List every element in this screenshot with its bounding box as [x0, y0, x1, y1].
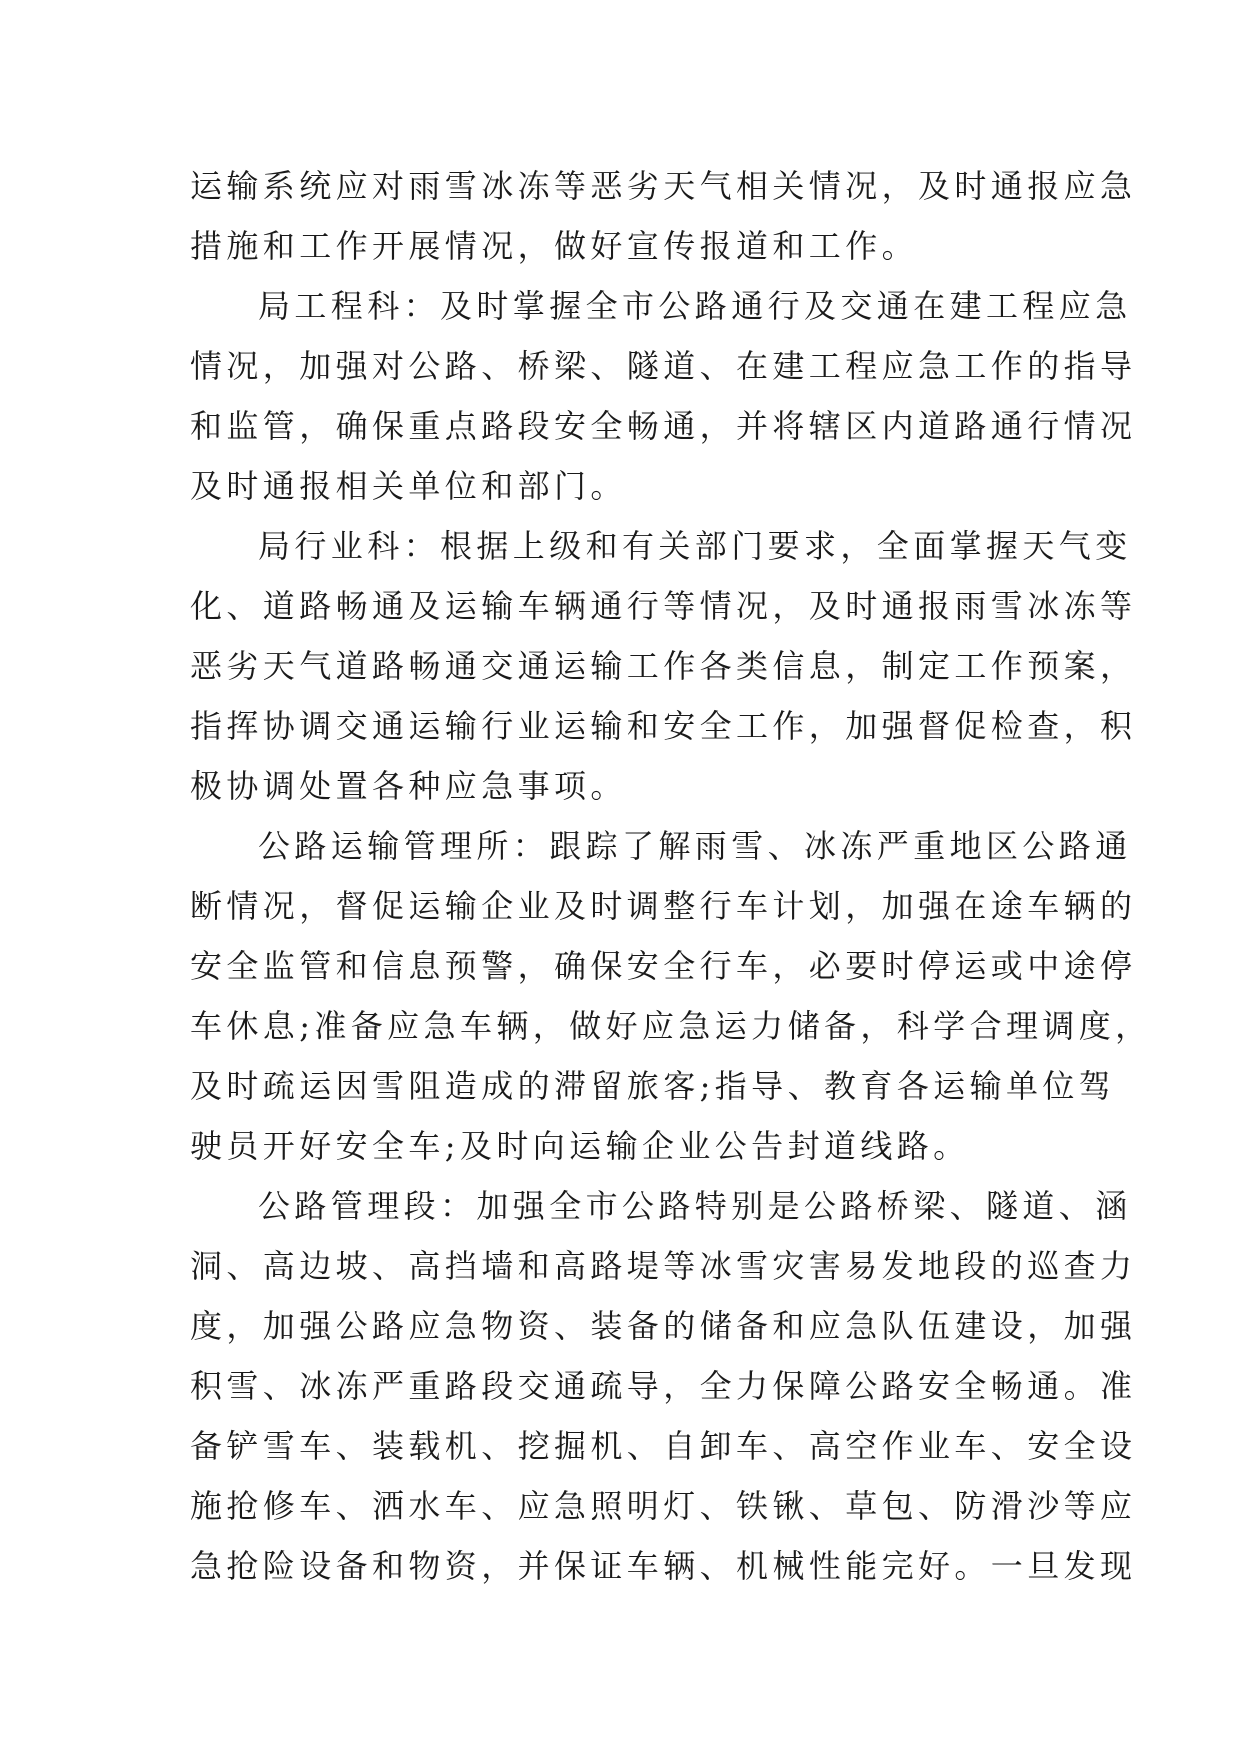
paragraph-continuation — [190, 156, 1137, 276]
text-line: 恶劣天气道路畅通交通运输工作各类信息，制定工作预案， — [190, 647, 1137, 685]
paragraph-highway-management — [190, 1176, 1137, 1596]
text-line: 驶员开好安全车;及时向运输企业公告封道线路。 — [190, 1127, 970, 1165]
text-line: 车休息;准备应急车辆，做好应急运力储备，科学合理调度， — [190, 1007, 1152, 1045]
text-line: 积雪、冰冻严重路段交通疏导，全力保障公路安全畅通。准 — [190, 1367, 1137, 1405]
text-line: 施抢修车、洒水车、应急照明灯、铁锹、草包、防滑沙等应 — [190, 1487, 1137, 1525]
text-line: 及时疏运因雪阻造成的滞留旅客;指导、教育各运输单位驾 — [190, 1067, 1116, 1105]
text-line: 情况，加强对公路、桥梁、隧道、在建工程应急工作的指导 — [190, 347, 1137, 385]
document-body — [190, 156, 1152, 1596]
text-line: 公路管理段：加强全市公路特别是公路桥梁、隧道、涵 — [258, 1187, 1132, 1225]
text-line: 公路运输管理所：跟踪了解雨雪、冰冻严重地区公路通 — [258, 827, 1132, 865]
paragraph-engineering-section — [190, 276, 1137, 516]
text-line: 度，加强公路应急物资、装备的储备和应急队伍建设，加强 — [190, 1307, 1137, 1345]
text-line: 急抢险设备和物资，并保证车辆、机械性能完好。一旦发现 — [190, 1547, 1137, 1585]
text-line: 及时通报相关单位和部门。 — [190, 467, 627, 505]
text-line: 指挥协调交通运输行业运输和安全工作，加强督促检查，积 — [190, 707, 1137, 745]
text-line: 化、道路畅通及运输车辆通行等情况，及时通报雨雪冰冻等 — [190, 587, 1137, 625]
text-line: 断情况，督促运输企业及时调整行车计划，加强在途车辆的 — [190, 887, 1137, 925]
text-line: 洞、高边坡、高挡墙和高路堤等冰雪灾害易发地段的巡查力 — [190, 1247, 1137, 1285]
text-line: 运输系统应对雨雪冰冻等恶劣天气相关情况，及时通报应急 — [190, 167, 1137, 205]
text-line: 安全监管和信息预警，确保安全行车，必要时停运或中途停 — [190, 947, 1137, 985]
text-line: 局工程科：及时掌握全市公路通行及交通在建工程应急 — [258, 287, 1132, 325]
paragraph-transport-management — [190, 816, 1152, 1176]
paragraph-industry-section — [190, 516, 1137, 816]
text-line: 备铲雪车、装载机、挖掘机、自卸车、高空作业车、安全设 — [190, 1427, 1137, 1465]
text-line: 和监管，确保重点路段安全畅通，并将辖区内道路通行情况 — [190, 407, 1137, 445]
text-line: 极协调处置各种应急事项。 — [190, 767, 627, 805]
text-line: 局行业科：根据上级和有关部门要求，全面掌握天气变 — [258, 527, 1132, 565]
text-line: 措施和工作开展情况，做好宣传报道和工作。 — [190, 227, 919, 265]
